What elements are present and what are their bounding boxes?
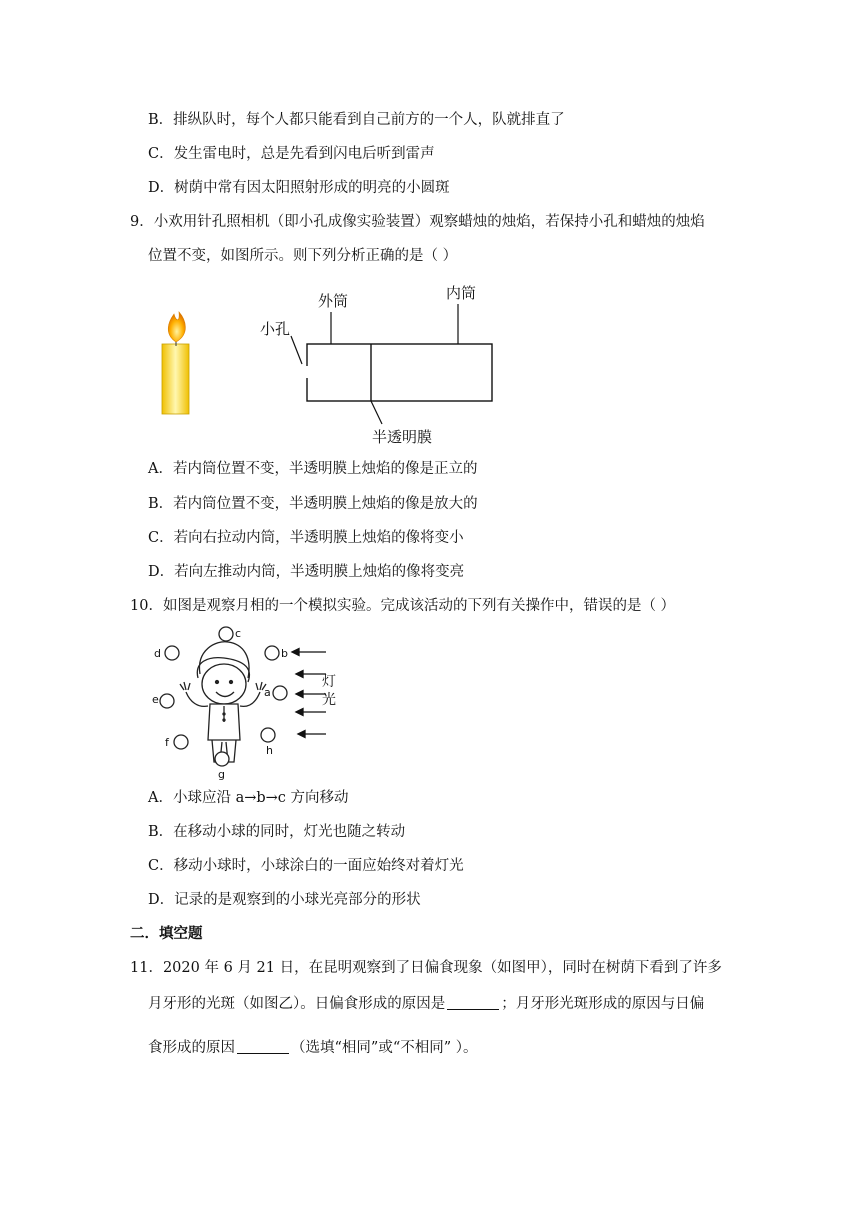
q10-stem: 10．如图是观察月相的一个模拟实验。完成该活动的下列有关操作中，错误的是（ ） (130, 598, 676, 614)
q9-option-d: D．若向左推动内筒，半透明膜上烛焰的像将变亮 (148, 564, 465, 580)
q8-option-b: B．排纵队时，每个人都只能看到自己前方的一个人，队就排直了 (148, 112, 565, 128)
section-title: 二．填空题 (130, 926, 203, 942)
child-figure-icon (180, 642, 266, 762)
answer-blank-2[interactable] (237, 1039, 289, 1054)
q9-stem-line1: 9．小欢用针孔照相机（即小孔成像实验装置）观察蜡烛的烛焰，若保持小孔和蜡烛的烛焰 (130, 214, 705, 230)
q11-line1: 11．2020 年 6 月 21 日，在昆明观察到了日偏食现象（如图甲），同时在树荫下看到了许多 (130, 960, 722, 976)
q11-line3: 食形成的原因 （选填“相同”或“不相同” ）。 (148, 1040, 478, 1056)
q11-line2: 月牙形的光斑（如图乙）。日偏食形成的原因是 ；月牙形光斑形成的原因与日偏 (148, 996, 705, 1012)
q10-option-a: A．小球应沿 a→b→c 方向移动 (148, 790, 349, 806)
ball-label-e: e (152, 693, 159, 706)
q10-option-c: C．移动小球时，小球涂白的一面应始终对着灯光 (148, 858, 464, 874)
ball-label-g: g (218, 768, 225, 781)
ball-f (174, 735, 188, 749)
ball-label-a: a (264, 686, 271, 699)
q9-option-a: A．若内筒位置不变，半透明膜上烛焰的像是正立的 (148, 461, 478, 477)
ball-label-f: f (165, 736, 169, 749)
ball-h (261, 728, 275, 742)
ball-label-h: h (266, 744, 273, 757)
answer-blank-1[interactable] (447, 995, 499, 1010)
light-label-2: 光 (322, 692, 336, 708)
ball-e (160, 694, 174, 708)
candle-icon (162, 312, 189, 414)
ball-a (273, 686, 287, 700)
q9-stem-line2: 位置不变，如图所示。则下列分析正确的是（ ） (148, 248, 458, 264)
ball-c (219, 627, 233, 641)
ball-label-c: c (235, 627, 242, 640)
q10-option-d: D．记录的是观察到的小球光亮部分的形状 (148, 892, 421, 908)
q8-option-c: C．发生雷电时，总是先看到闪电后听到雷声 (148, 146, 435, 162)
q10-moon-phase-figure (150, 622, 360, 782)
ball-d (165, 646, 179, 660)
ball-label-b: b (281, 647, 288, 660)
ball-g (215, 752, 229, 766)
q9-option-c: C．若向右拉动内筒，半透明膜上烛焰的像将变小 (148, 530, 464, 546)
ball-b (265, 646, 279, 660)
ball-label-d: d (154, 647, 161, 660)
label-inner-tube: 内筒 (446, 284, 477, 302)
label-film: 半透明膜 (372, 428, 433, 446)
light-arrows (292, 649, 326, 738)
label-pinhole: 小孔 (260, 320, 291, 338)
q9-pinhole-camera-figure (150, 282, 510, 452)
q9-option-b: B．若内筒位置不变，半透明膜上烛焰的像是放大的 (148, 496, 478, 512)
label-outer-tube: 外筒 (318, 292, 349, 310)
outer-tube (307, 344, 492, 401)
light-label-1: 灯 (322, 674, 336, 690)
q10-option-b: B．在移动小球的同时，灯光也随之转动 (148, 824, 406, 840)
q8-option-d: D．树荫中常有因太阳照射形成的明亮的小圆斑 (148, 180, 450, 196)
